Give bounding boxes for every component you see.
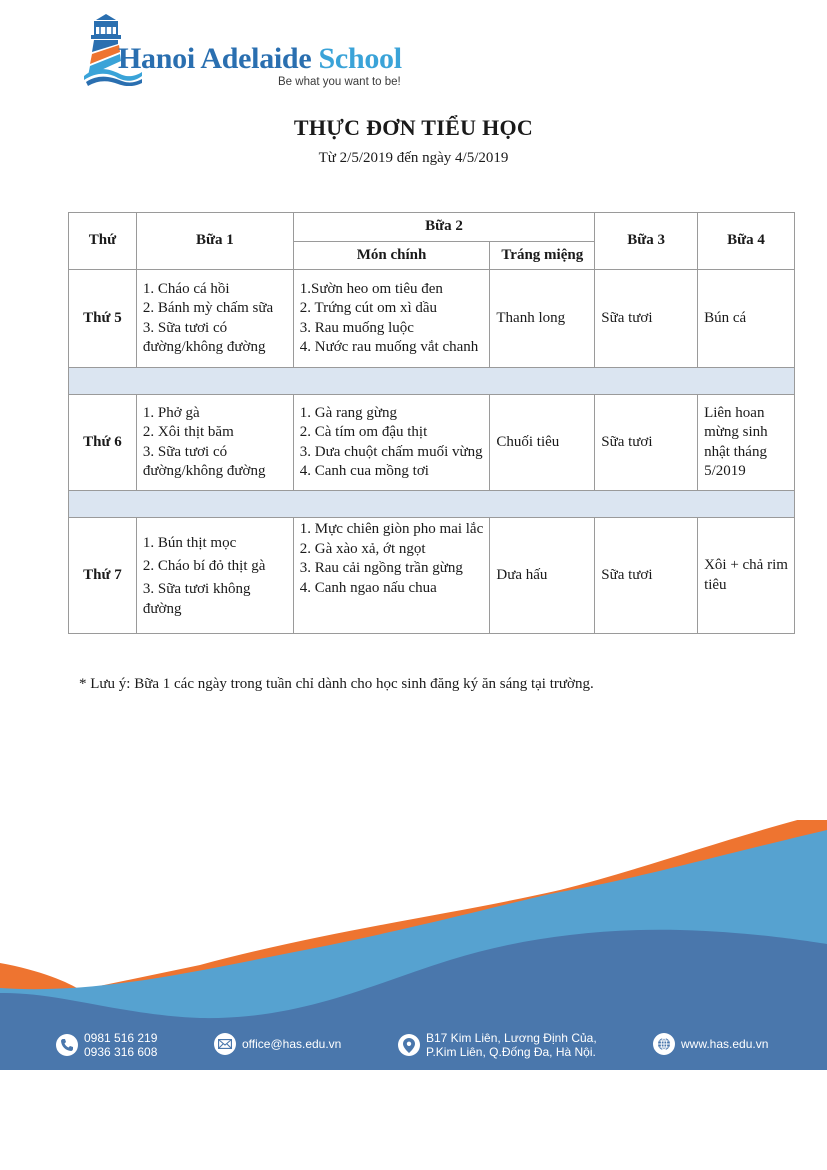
contact-address: [398, 1031, 597, 1059]
main-dish-item: 3. Rau muống luộc: [299, 319, 414, 336]
table-row: [69, 395, 795, 491]
main-dish-item: 2. Gà xào xả, ớt ngọt: [299, 540, 426, 557]
meal-1-cell: [136, 518, 293, 634]
meal-1-item: 1. Cháo cá hồi: [142, 280, 230, 297]
meal-3-cell: Sữa tươi: [595, 270, 698, 368]
main-dish-item: 2. Cà tím om đậu thịt: [299, 424, 428, 440]
header-meal-4: Bữa 4: [698, 213, 795, 270]
header-meal-2: Bữa 2: [293, 213, 594, 242]
header-meal-1: Bữa 1: [136, 213, 293, 270]
dessert-cell: Chuối tiêu: [490, 395, 595, 491]
main-dish-item: 2. Trứng cút om xì dầu: [299, 300, 438, 316]
page-title: THỰC ĐƠN TIỂU HỌC: [293, 115, 534, 140]
main-dish-item: 3. Dưa chuột chấm muối vừng: [299, 443, 483, 460]
separator-row: [69, 491, 795, 518]
main-dish-item: 1.Sườn heo om tiêu đen: [299, 280, 443, 297]
header-dessert: Tráng miệng: [490, 242, 595, 270]
main-dish-item: 4. Nước rau muống vắt chanh: [299, 339, 479, 355]
day-cell: Thứ 6: [69, 395, 137, 491]
phone-numbers: [84, 1031, 157, 1059]
school-tagline: Be what you want to be!: [278, 76, 401, 88]
address-line-1: B17 Kim Liên, Lương Định Của,: [426, 1031, 597, 1045]
header-row: [69, 213, 795, 242]
meal-1-item: 2. Xôi thịt băm: [142, 424, 234, 440]
address: [426, 1031, 597, 1059]
meal-1-item: 1. Bún thịt mọc: [142, 534, 237, 551]
meal-3-cell: Sữa tươi: [595, 395, 698, 491]
school-logo: [82, 14, 402, 86]
separator-cell: [69, 491, 795, 518]
date-range: Từ 2/5/2019 đến ngày 4/5/2019: [318, 150, 509, 166]
main-dish-item: 3. Rau cải ngồng trần gừng: [299, 560, 463, 576]
meal-1-item: 3. Sữa tươi có đường/không đường: [142, 443, 266, 479]
website-link[interactable]: www.has.edu.vn: [681, 1037, 769, 1051]
meal-4-cell: Bún cá: [698, 270, 795, 368]
phone-icon: [56, 1034, 78, 1056]
location-pin-icon: [398, 1034, 420, 1056]
school-name-primary: Hanoi Adelaide: [118, 42, 319, 75]
header-meal-3: Bữa 3: [595, 213, 698, 270]
meal-1-item: 3. Sữa tươi không đường: [142, 580, 251, 617]
phone-1[interactable]: 0981 516 219: [84, 1031, 158, 1045]
meal-1-cell: [136, 270, 293, 368]
main-dish-cell: [293, 395, 490, 491]
meal-1-item: 1. Phở gà: [142, 404, 200, 421]
header-day: Thứ: [69, 213, 137, 270]
main-dish-item: 1. Mực chiên giòn pho mai lắc: [299, 521, 484, 537]
dessert-cell: Thanh long: [490, 270, 595, 368]
menu-table: [68, 212, 795, 634]
meal-4-cell: Liên hoan mừng sinh nhật tháng 5/2019: [698, 395, 795, 491]
main-dish-cell: [293, 270, 490, 368]
phone-2[interactable]: 0936 316 608: [84, 1045, 158, 1059]
globe-icon: [653, 1033, 675, 1055]
day-cell: Thứ 5: [69, 270, 137, 368]
email-link[interactable]: office@has.edu.vn: [242, 1037, 342, 1051]
meal-1-item: 2. Cháo bí đỏ thịt gà: [142, 557, 266, 574]
footnote: * Lưu ý: Bữa 1 các ngày trong tuần chỉ dành cho học sinh đăng ký ăn sáng tại trường.: [79, 676, 594, 692]
day-cell: Thứ 7: [69, 518, 137, 634]
meal-1-cell: [136, 395, 293, 491]
dessert-cell: Dưa hấu: [490, 518, 595, 634]
meal-1-item: 3. Sữa tươi có đường/không đường: [142, 319, 266, 355]
contact-phone: [56, 1031, 157, 1059]
address-line-2: P.Kim Liên, Q.Đống Đa, Hà Nội.: [426, 1045, 596, 1059]
meal-1-item: 2. Bánh mỳ chấm sữa: [142, 300, 274, 316]
meal-4-cell: Xôi + chả rim tiêu: [698, 518, 795, 634]
table-row: [69, 518, 795, 634]
contact-email: [214, 1033, 341, 1055]
table-row: [69, 270, 795, 368]
main-dish-item: 1. Gà rang gừng: [299, 404, 398, 421]
separator-row: [69, 368, 795, 395]
header-main-dish: Món chính: [293, 242, 490, 270]
school-name: [118, 42, 402, 76]
school-name-secondary: School: [318, 42, 402, 75]
footer-banner: [0, 820, 827, 1075]
separator-cell: [69, 368, 795, 395]
main-dish-item: 4. Canh ngao nấu chua: [299, 579, 437, 596]
main-dish-item: 4. Canh cua mồng tơi: [299, 463, 429, 479]
main-dish-cell: [293, 518, 490, 634]
mail-icon: [214, 1033, 236, 1055]
meal-3-cell: Sữa tươi: [595, 518, 698, 634]
contact-website: [653, 1033, 768, 1055]
